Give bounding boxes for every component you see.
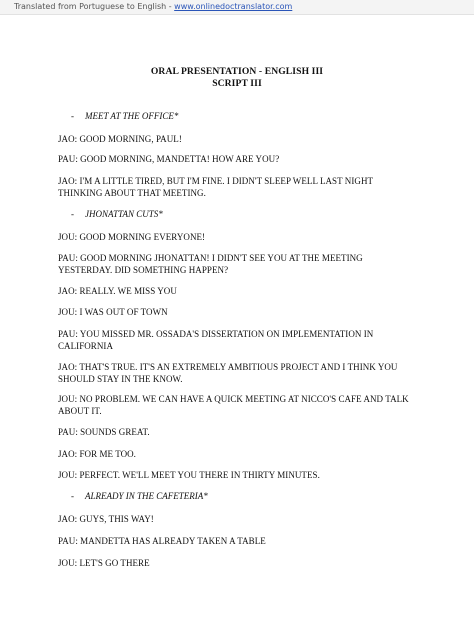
dialogue-line: JOU: PERFECT. WE'LL MEET YOU THERE IN THIRTY MINUTES. [58, 470, 320, 480]
translator-link[interactable]: www.onlinedoctranslator.com [174, 2, 293, 11]
dialogue-line: JOU: NO PROBLEM. WE CAN HAVE A QUICK MEETING AT NICCO'S CAFE AND TALK ABOUT IT. [58, 394, 409, 416]
dialogue-line: JOU: LET'S GO THERE [58, 558, 150, 568]
dialogue-line: JAO: THAT'S TRUE. IT'S AN EXTREMELY AMBITIOUS PROJECT AND I THINK YOU SHOULD STAY IN THE KNOW. [58, 362, 398, 384]
dialogue-line: JAO: GUYS, THIS WAY! [58, 514, 154, 524]
scene-label: MEET AT THE OFFICE* [85, 111, 179, 121]
scene-direction [71, 111, 178, 123]
translation-banner [0, 0, 474, 15]
dialogue-line: PAU: GOOD MORNING JHONATTAN! I DIDN'T SEE YOU AT THE MEETING YESTERDAY. DID SOMETHING HAPPEN? [58, 253, 363, 275]
scene-bullet: - [71, 491, 74, 501]
scene-bullet: - [71, 111, 74, 121]
scene-direction [71, 491, 208, 503]
document-subtitle: SCRIPT III [212, 78, 262, 89]
dialogue-line: JAO: REALLY. WE MISS YOU [58, 286, 177, 296]
document-title: ORAL PRESENTATION - ENGLISH III [150, 66, 324, 77]
banner-text [14, 1, 292, 13]
dialogue-line: PAU: GOOD MORNING, MANDETTA! HOW ARE YOU? [58, 154, 280, 164]
scene-label: JHONATTAN CUTS* [85, 209, 163, 219]
dialogue-line: JAO: I'M A LITTLE TIRED, BUT I'M FINE. I DIDN'T SLEEP WELL LAST NIGHT THINKING ABOUT THAT MEETING. [58, 176, 373, 198]
dialogue-line: JAO: GOOD MORNING, PAUL! [58, 134, 182, 144]
scene-label: ALREADY IN THE CAFETERIA* [85, 491, 208, 501]
banner-prefix: Translated from Portuguese to English - [14, 2, 175, 11]
dialogue-line: PAU: MANDETTA HAS ALREADY TAKEN A TABLE [58, 536, 266, 546]
scene-bullet: - [71, 209, 74, 219]
dialogue-line: JOU: I WAS OUT OF TOWN [58, 307, 168, 317]
dialogue-line: PAU: YOU MISSED MR. OSSADA'S DISSERTATION ON IMPLEMENTATION IN CALIFORNIA [58, 329, 374, 351]
dialogue-line: PAU: SOUNDS GREAT. [58, 427, 150, 437]
dialogue-line: JOU: GOOD MORNING EVERYONE! [58, 232, 206, 242]
dialogue-line: JAO: FOR ME TOO. [58, 449, 136, 459]
scene-direction [71, 209, 163, 221]
